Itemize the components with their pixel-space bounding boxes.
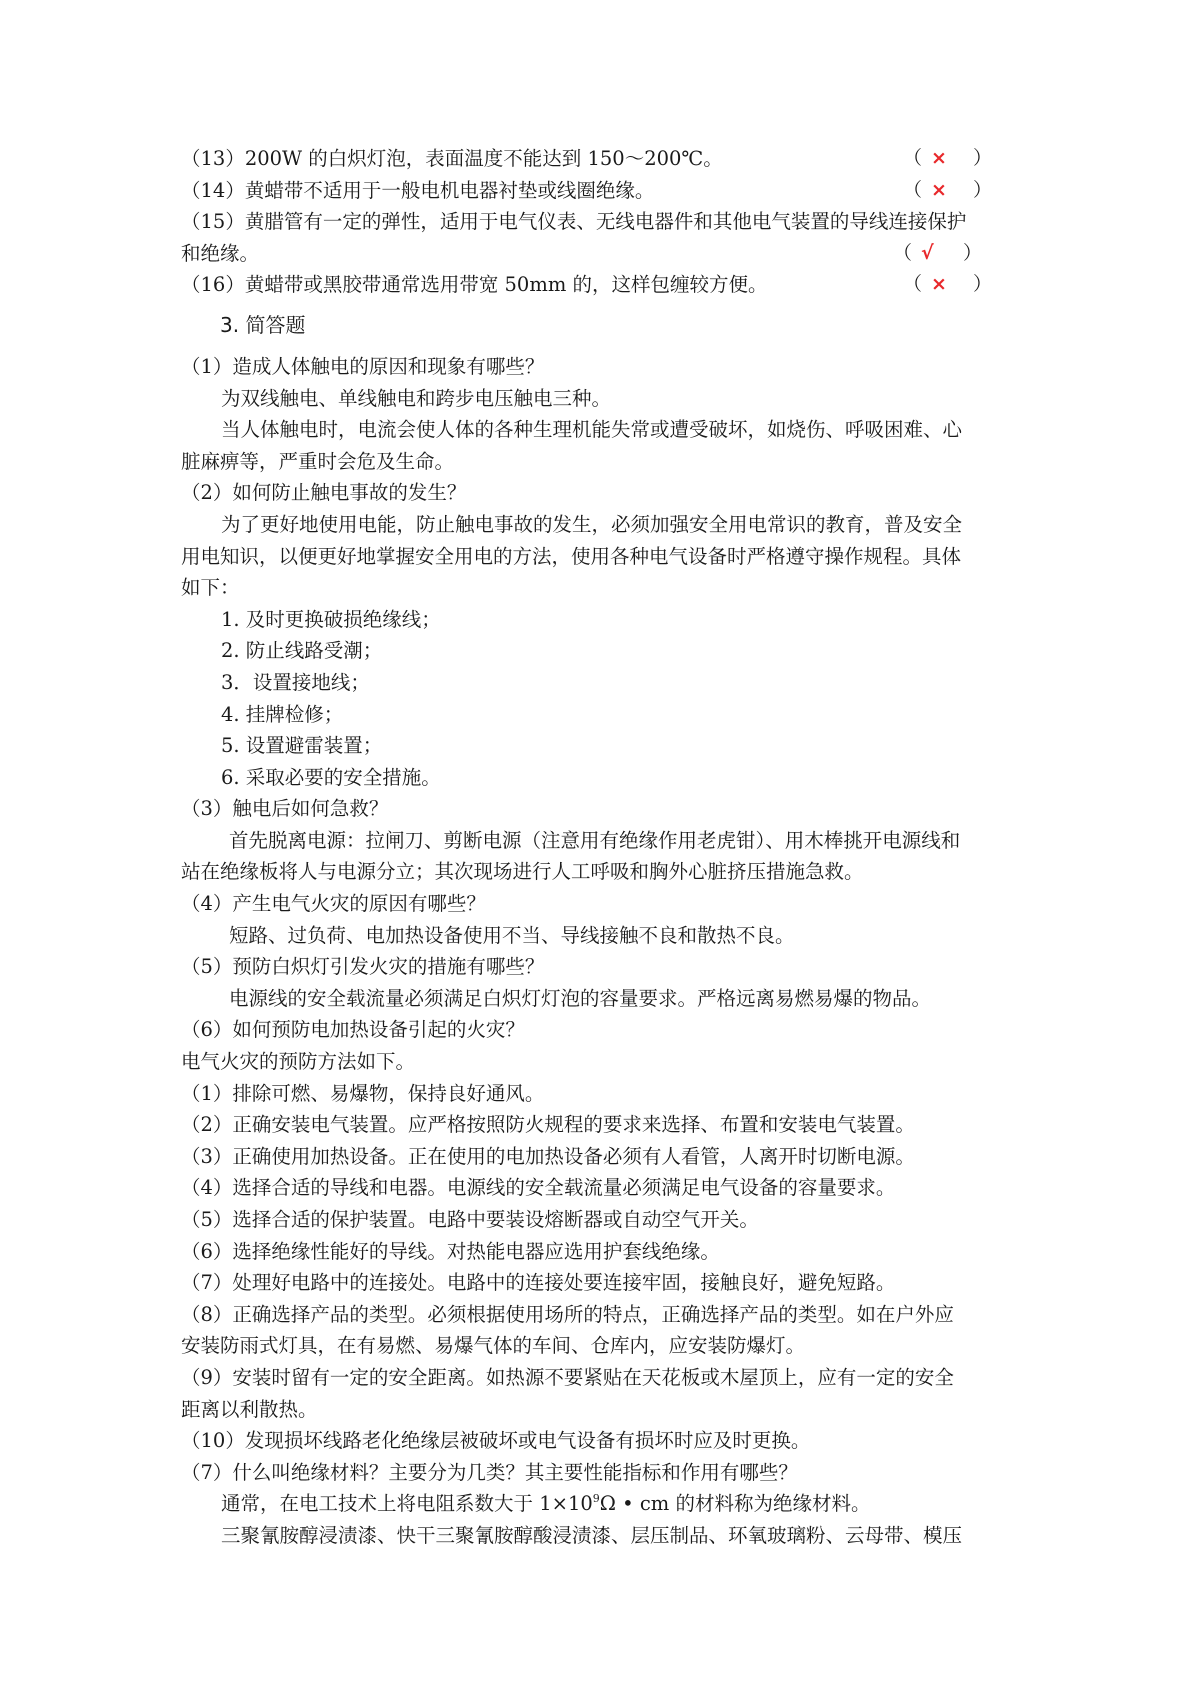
list-item: （2）正确安装电气装置。应严格按照防火规程的要求来选择、布置和安装电气装置。: [181, 1113, 915, 1137]
question-4: （4）产生电气火灾的原因有哪些？: [181, 892, 486, 916]
exponent: 9: [592, 1492, 600, 1506]
list-item-cont: 距离以利散热。: [181, 1397, 318, 1421]
cross-mark-icon: ×: [931, 273, 947, 296]
tf-item-14: [181, 175, 1011, 207]
check-mark-icon: √: [921, 241, 934, 264]
tf-item-text: 和绝缘。: [181, 241, 260, 265]
list-item: （4）选择合适的导线和电器。电源线的安全载流量必须满足电气设备的容量要求。: [181, 1176, 896, 1200]
question-3: （3）触电后如何急救？: [181, 797, 389, 821]
paren-left: （: [903, 273, 923, 296]
question-5: （5）预防白炽灯引发火灾的措施有哪些？: [181, 955, 545, 979]
paren-right: ）: [973, 178, 993, 201]
answer-2-line: 用电知识，以便更好地掌握安全用电的方法，使用各种电气设备时严格遵守操作规程。具体: [181, 544, 962, 568]
tf-item-16: [181, 269, 1011, 301]
paren-left: （: [893, 241, 913, 264]
answer-4-line: 短路、过负荷、电加热设备使用不当、导线接触不良和散热不良。: [229, 923, 795, 947]
section-title: 3. 简答题: [220, 312, 306, 337]
cross-mark-icon: ×: [931, 147, 947, 169]
list-item: （3）正确使用加热设备。正在使用的电加热设备必须有人看管，人离开时切断电源。: [181, 1144, 915, 1168]
question-2: （2）如何防止触电事故的发生？: [181, 481, 467, 505]
tf-item-text: （16）黄蜡带或黑胶带通常选用带宽 50mm 的，这样包缠较方便。: [181, 273, 768, 297]
tf-item-text: （14）黄蜡带不适用于一般电机电器衬垫或线圈绝缘。: [181, 178, 655, 202]
answer-1-line: 当人体触电时，电流会使人体的各种生理机能失常或遭受破坏，如烧伤、呼吸困难、心: [221, 418, 963, 442]
answer-7-text: Ω • cm 的材料称为绝缘材料。: [599, 1492, 871, 1516]
tf-item-text: （13）200W 的白炽灯泡，表面温度不能达到 150～200℃。: [181, 147, 723, 170]
answer-5-line: 电源线的安全载流量必须满足白炽灯灯泡的容量要求。严格远离易燃易爆的物品。: [229, 986, 932, 1010]
tf-item-13: [181, 143, 1011, 175]
question-7: （7）什么叫绝缘材料？主要分为几类？其主要性能指标和作用有哪些？: [181, 1460, 798, 1484]
list-item: （8）正确选择产品的类型。必须根据使用场所的特点，正确选择产品的类型。如在户外应: [181, 1302, 954, 1326]
tf-item-15: （15）黄腊管有一定的弹性，适用于电气仪表、无线电器件和其他电气装置的导线连接保护: [181, 210, 967, 234]
paren-right: ）: [973, 147, 993, 169]
tf-item-15-cont: [181, 238, 1011, 270]
list-item: 1. 及时更换破损绝缘线；: [221, 607, 441, 631]
list-item-cont: 安装防雨式灯具，在有易燃、易爆气体的车间、仓库内，应安装防爆灯。: [181, 1334, 806, 1358]
list-item: 6. 采取必要的安全措施。: [221, 765, 441, 789]
list-item: （9）安装时留有一定的安全距离。如热源不要紧贴在天花板或木屋顶上，应有一定的安全: [181, 1365, 954, 1389]
answer-7-line: 三聚氰胺醇浸渍漆、快干三聚氰胺醇酸浸渍漆、层压制品、环氧玻璃粉、云母带、模压: [221, 1523, 963, 1547]
question-1: （1）造成人体触电的原因和现象有哪些？: [181, 354, 545, 378]
answer-2-line: 如下：: [181, 576, 240, 600]
list-item: 2. 防止线路受潮；: [221, 639, 383, 663]
answer-7-text: 通常，在电工技术上将电阻系数大于 1×10: [221, 1492, 593, 1516]
answer-7-line: [181, 1488, 1011, 1520]
page-content: [181, 143, 1011, 1552]
list-item: 5. 设置避雷装置；: [221, 734, 383, 758]
answer-3-line: 首先脱离电源：拉闸刀、剪断电源（注意用有绝缘作用老虎钳）、用木棒挑开电源线和: [229, 828, 961, 852]
paren-left: （: [903, 147, 923, 169]
answer-3-line: 站在绝缘板将人与电源分立；其次现场进行人工呼吸和胸外心脏挤压措施急救。: [181, 860, 864, 884]
list-item: （6）选择绝缘性能好的导线。对热能电器应选用护套线绝缘。: [181, 1239, 720, 1263]
list-item: 4. 挂牌检修；: [221, 702, 344, 726]
paren-right: ）: [973, 273, 993, 296]
list-item: （1）排除可燃、易爆物，保持良好通风。: [181, 1081, 545, 1105]
answer-6-intro: 电气火灾的预防方法如下。: [181, 1050, 416, 1074]
answer-1-line: 为双线触电、单线触电和跨步电压触电三种。: [221, 386, 612, 410]
list-item: （7）处理好电路中的连接处。电路中的连接处要连接牢固，接触良好，避免短路。: [181, 1271, 896, 1295]
list-item: （5）选择合适的保护装置。电路中要装设熔断器或自动空气开关。: [181, 1208, 759, 1231]
paren-right: ）: [963, 241, 983, 264]
cross-mark-icon: ×: [931, 178, 947, 201]
list-item: 3．设置接地线；: [221, 670, 370, 694]
answer-1-line: 脏麻痹等，严重时会危及生命。: [181, 449, 455, 473]
list-item: （10）发现损坏线路老化绝缘层被破坏或电气设备有损坏时应及时更换。: [181, 1429, 811, 1453]
question-6: （6）如何预防电加热设备引起的火灾？: [181, 1018, 525, 1042]
paren-left: （: [903, 178, 923, 201]
answer-2-line: 为了更好地使用电能，防止触电事故的发生，必须加强安全用电常识的教育，普及安全: [221, 512, 963, 536]
